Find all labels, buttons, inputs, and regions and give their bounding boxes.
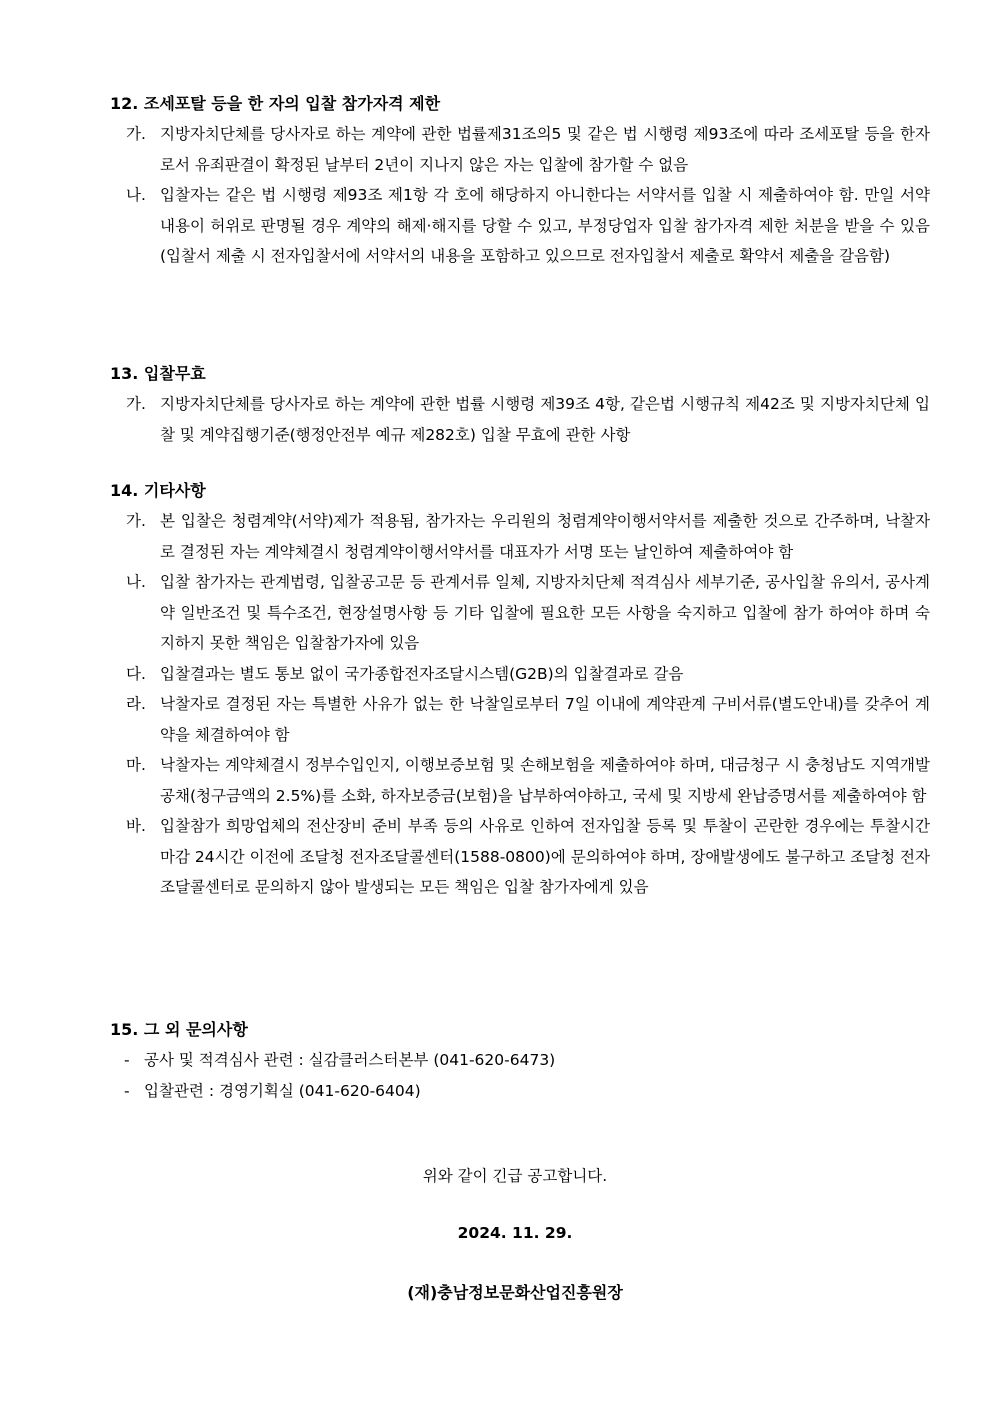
item-text: 지방자치단체를 당사자로 하는 계약에 관한 법률 시행령 제39조 4항, 같은법 시행규칙 제42조 및 지방자치단체 입찰 및 계약집행기준(행정안전부 예규 제282호) 입찰 무효에 관한 사항: [160, 395, 930, 444]
item-marker: 다.: [126, 664, 146, 683]
list-item: [110, 1076, 930, 1107]
section-12-title: 12. 조세포탈 등을 한 자의 입찰 참가자격 제한: [110, 94, 441, 113]
issuer-name: (재)충남정보문화산업진흥원장: [407, 1283, 623, 1302]
section-13: [110, 359, 930, 450]
item-marker: 마.: [126, 756, 146, 774]
item-text: 입찰결과는 별도 통보 없이 국가종합전자조달시스템(G2B)의 입찰결과로 갈음: [160, 664, 684, 683]
item-text: 지방자치단체를 당사자로 하는 계약에 관한 법률제31조의5 및 같은 법 시행령 제93조에 따라 조세포탈 등을 한자로서 유죄판결이 확정된 날부터 2년이 지나지 않은 자는 입찰에 참가할 수 없음: [160, 125, 930, 174]
section-15: [110, 1015, 930, 1106]
item-text: 입찰참가 희망업체의 전산장비 준비 부족 등의 사유로 인하여 전자입찰 등록 및 투찰이 곤란한 경우에는 투찰시간 마감 24시간 이전에 조달청 전자조달콜센터(1588-0800)에 문의하여야 하며, 장애발생에도 불구하고 조달청 전자조달콜센터로 문의하지 않아 발생되는 모든 책임은 입찰 참가자에게 있음: [160, 817, 930, 896]
item-text: 낙찰자로 결정된 자는 특별한 사유가 없는 한 낙찰일로부터 7일 이내에 계약관계 구비서류(별도안내)를 갖추어 계약을 체결하여야 함: [160, 695, 930, 744]
item-marker: 가.: [126, 395, 146, 413]
list-item: [110, 567, 930, 659]
section-14: [110, 476, 930, 903]
item-marker: -: [124, 1051, 130, 1069]
item-text: 공사 및 적격심사 관련 : 실감클러스터본부 (041-620-6473): [144, 1051, 556, 1069]
notice-date: 2024. 11. 29.: [457, 1224, 573, 1242]
list-item: [110, 180, 930, 272]
item-text: 낙찰자는 계약체결시 정부수입인지, 이행보증보험 및 손해보험을 제출하여야 하며, 대금청구 시 충청남도 지역개발공채(청구금액의 2.5%)를 소화, 하자보증금(보험)을 납부하여야하고, 국세 및 지방세 완납증명서를 제출하여야 함: [160, 756, 930, 805]
section-12: [110, 89, 930, 272]
list-item: [110, 659, 930, 690]
item-text: 본 입찰은 청렴계약(서약)제가 적용됨, 참가자는 우리원의 청렴계약이행서약서를 제출한 것으로 간주하며, 낙찰자로 결정된 자는 계약체결시 청렴계약이행서약서를 대표자가 서명 또는 날인하여 제출하여야 함: [160, 512, 930, 561]
item-marker: 가.: [126, 125, 146, 143]
list-item: [110, 689, 930, 750]
item-marker: 나.: [126, 573, 146, 591]
item-marker: 라.: [126, 695, 146, 713]
list-item: [110, 389, 930, 450]
item-marker: 바.: [126, 817, 146, 835]
list-item: [110, 750, 930, 811]
item-text: 입찰관련 : 경영기획실 (041-620-6404): [144, 1081, 421, 1100]
list-item: [110, 1045, 930, 1076]
item-text: 입찰 참가자는 관계법령, 입찰공고문 등 관계서류 일체, 지방자치단체 적격심사 세부기준, 공사입찰 유의서, 공사계약 일반조건 및 특수조건, 현장설명사항 등 기타 입찰에 필요한 모든 사항을 숙지하고 입찰에 참가 하여야 하며 숙지하지 못한 책임은 입찰참가자에 있음: [160, 573, 930, 652]
item-text: 입찰자는 같은 법 시행령 제93조 제1항 각 호에 해당하지 아니한다는 서약서를 입찰 시 제출하여야 함. 만일 서약내용이 허위로 판명될 경우 계약의 해제·해지를 당할 수 있고, 부정당업자 입찰 참가자격 제한 처분을 받을 수 있음 (입찰서 제출 시 전자입찰서에 서약서의 내용을 포함하고 있으므로 전자입찰서 제출로 확약서 제출을 갈음함): [160, 186, 930, 265]
list-item: [110, 506, 930, 567]
section-13-title: 13. 입찰무효: [110, 364, 206, 383]
item-marker: 나.: [126, 186, 146, 204]
closing-notice: 위와 같이 긴급 공고합니다.: [422, 1167, 608, 1185]
list-item: [110, 119, 930, 180]
item-marker: 가.: [126, 512, 146, 530]
list-item: [110, 811, 930, 903]
item-marker: -: [124, 1081, 130, 1100]
section-14-title: 14. 기타사항: [110, 481, 206, 500]
section-15-title: 15. 그 외 문의사항: [110, 1020, 248, 1039]
